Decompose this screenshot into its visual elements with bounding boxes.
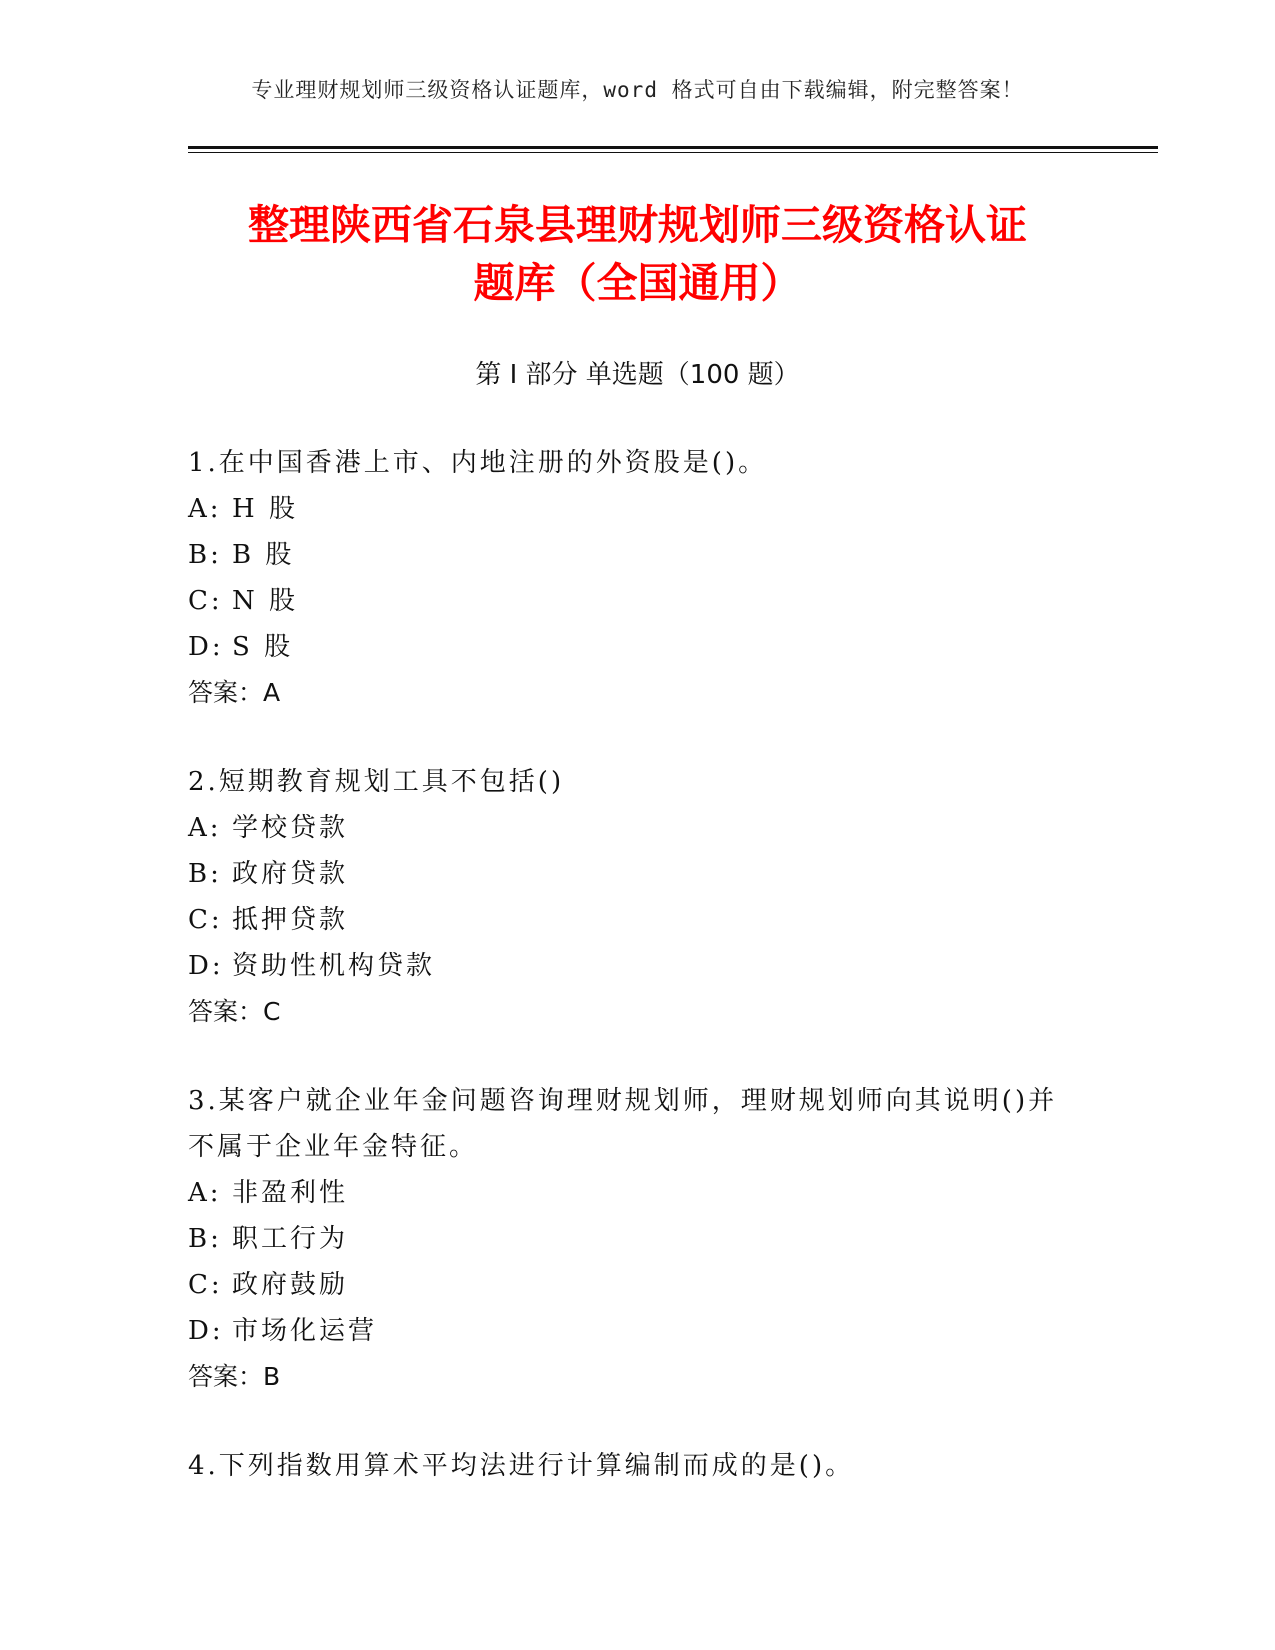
option-text: 非盈利性 bbox=[232, 1178, 349, 1208]
section-title: 第 I 部分 单选题（100 题） bbox=[475, 360, 800, 390]
answer-option bbox=[188, 1308, 1068, 1354]
document-title bbox=[150, 196, 1125, 312]
question-stem: 不属于企业年金特征。 bbox=[188, 1132, 479, 1162]
answer-option bbox=[188, 1216, 1068, 1262]
option-key: D: bbox=[188, 951, 224, 981]
question-stem: 3.某客户就企业年金问题咨询理财规划师，理财规划师向其说明()并 bbox=[188, 1086, 1058, 1116]
answer-option bbox=[188, 851, 1068, 897]
option-key: C: bbox=[188, 1270, 223, 1300]
option-text: 职工行为 bbox=[232, 1224, 349, 1254]
header-divider-thin bbox=[188, 152, 1158, 153]
answer-key: 答案：C bbox=[188, 997, 281, 1026]
question-stem: 1.在中国香港上市、内地注册的外资股是()。 bbox=[188, 448, 768, 478]
option-key: B: bbox=[188, 1224, 222, 1254]
option-key: B: bbox=[188, 540, 222, 570]
option-text: 资助性机构贷款 bbox=[232, 951, 436, 981]
document-title-line-2: 题库（全国通用） bbox=[473, 259, 802, 307]
document-title-line-1: 整理陕西省石泉县理财规划师三级资格认证 bbox=[248, 201, 1027, 249]
answer-option bbox=[188, 532, 1068, 578]
answer-option bbox=[188, 624, 1068, 670]
option-key: D: bbox=[188, 1316, 224, 1346]
option-text: N 股 bbox=[232, 586, 299, 616]
option-text: 政府贷款 bbox=[232, 859, 349, 889]
header-divider-thick bbox=[188, 146, 1158, 149]
question-block bbox=[188, 1078, 1068, 1400]
option-text: H 股 bbox=[232, 494, 298, 524]
answer-option bbox=[188, 1262, 1068, 1308]
answer-option bbox=[188, 486, 1068, 532]
answer-option bbox=[188, 1170, 1068, 1216]
option-key: A: bbox=[188, 813, 222, 843]
option-key: D: bbox=[188, 632, 224, 662]
option-text: 学校贷款 bbox=[232, 813, 349, 843]
option-text: S 股 bbox=[232, 632, 294, 662]
question-stem: 4.下列指数用算术平均法进行计算编制而成的是()。 bbox=[188, 1451, 855, 1481]
question-list bbox=[188, 440, 1068, 1532]
option-key: C: bbox=[188, 905, 223, 935]
answer-option bbox=[188, 897, 1068, 943]
answer-option bbox=[188, 943, 1068, 989]
option-text: 市场化运营 bbox=[232, 1316, 378, 1346]
answer-key: 答案：B bbox=[188, 1362, 281, 1391]
question-block bbox=[188, 759, 1068, 1035]
header-note: 专业理财规划师三级资格认证题库，word 格式可自由下载编辑，附完整答案！ bbox=[251, 78, 1024, 102]
question-block bbox=[188, 1443, 1068, 1489]
option-text: B 股 bbox=[232, 540, 295, 570]
option-text: 抵押贷款 bbox=[232, 905, 349, 935]
option-key: B: bbox=[188, 859, 222, 889]
option-key: A: bbox=[188, 1178, 222, 1208]
option-key: A: bbox=[188, 494, 222, 524]
answer-option bbox=[188, 578, 1068, 624]
option-text: 政府鼓励 bbox=[232, 1270, 349, 1300]
answer-option bbox=[188, 805, 1068, 851]
option-key: C: bbox=[188, 586, 223, 616]
question-block bbox=[188, 440, 1068, 716]
answer-key: 答案：A bbox=[188, 678, 281, 707]
question-stem: 2.短期教育规划工具不包括() bbox=[188, 767, 565, 797]
